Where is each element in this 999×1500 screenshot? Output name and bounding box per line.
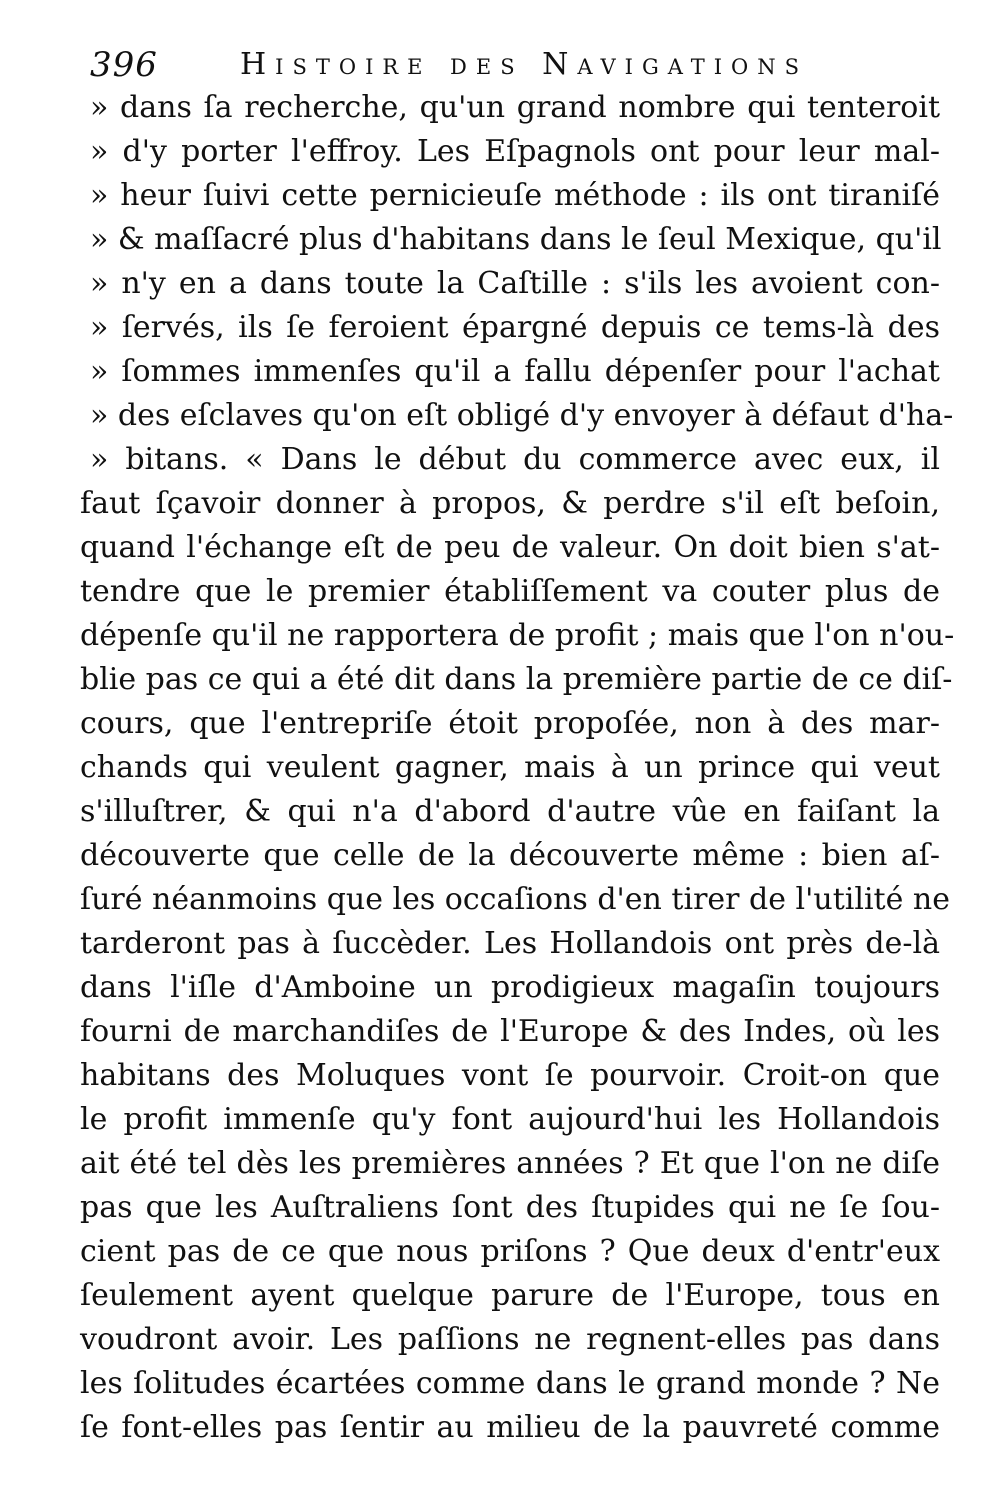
text-line: dépenſe qu'il ne rapportera de profit ; mais que l'on n'ou- <box>80 618 955 653</box>
text-line: tendre que le premier établiſſement va couter plus de <box>80 574 940 609</box>
text-line: quand l'échange eſt de peu de valeur. On doit bien s'at- <box>80 530 940 565</box>
text-line: ſuré néanmoins que les occaſions d'en tirer de l'utilité ne <box>80 882 950 917</box>
text-line: dans l'iſle d'Amboine un prodigieux magaſin toujours <box>80 970 940 1005</box>
text-line: » des eſclaves qu'on eſt obligé d'y envoyer à défaut d'ha- <box>90 398 954 433</box>
running-title: Histoire des Navigations <box>240 47 809 82</box>
page-number: 396 <box>90 45 158 85</box>
text-line: découverte que celle de la découverte même : bien aſ- <box>80 838 940 873</box>
text-line: » ſervés, ils ſe feroient épargné depuis ce tems-là des <box>90 310 940 345</box>
text-line: » n'y en a dans toute la Caſtille : s'ils les avoient con- <box>90 266 940 301</box>
text-line: ait été tel dès les premières années ? Et que l'on ne diſe <box>80 1146 940 1181</box>
text-line: s'illuſtrer, & qui n'a d'abord d'autre vûe en faiſant la <box>80 794 940 829</box>
text-line: le profit immenſe qu'y font aujourd'hui les Hollandois <box>80 1102 940 1137</box>
text-line: chands qui veulent gagner, mais à un prince qui veut <box>80 750 940 785</box>
text-line: voudront avoir. Les paſſions ne regnent-elles pas dans <box>80 1322 940 1357</box>
page-header <box>90 40 870 90</box>
text-line: » heur ſuivi cette pernicieuſe méthode : ils ont tiraniſé <box>90 178 940 213</box>
text-line: les ſolitudes écartées comme dans le grand monde ? Ne <box>80 1366 940 1401</box>
text-line: fourni de marchandiſes de l'Europe & des Indes, où les <box>80 1014 940 1049</box>
text-line: ſeulement ayent quelque parure de l'Europe, tous en <box>80 1278 940 1313</box>
text-line: » bitans. « Dans le début du commerce avec eux, il <box>90 442 940 477</box>
text-line: habitans des Moluques vont ſe pourvoir. Croit-on que <box>80 1058 940 1093</box>
text-line: » ſommes immenſes qu'il a fallu dépenſer pour l'achat <box>90 354 940 389</box>
text-line: ſe font-elles pas ſentir au milieu de la pauvreté comme <box>80 1410 940 1445</box>
text-line: faut ſçavoir donner à propos, & perdre s'il eſt beſoin, <box>80 486 940 521</box>
text-line: » dans ſa recherche, qu'un grand nombre qui tenteroit <box>90 90 940 125</box>
text-line: » d'y porter l'effroy. Les Eſpagnols ont pour leur mal- <box>90 134 940 169</box>
text-line: pas que les Auſtraliens ſont des ſtupides qui ne ſe ſou- <box>80 1190 940 1225</box>
text-line: tarderont pas à ſuccèder. Les Hollandois ont près de-là <box>80 926 940 961</box>
text-line: cient pas de ce que nous priſons ? Que deux d'entr'eux <box>80 1234 940 1269</box>
text-line: » & maſſacré plus d'habitans dans le ſeul Mexique, qu'il <box>90 222 942 257</box>
text-line: cours, que l'entrepriſe étoit propoſée, non à des mar- <box>80 706 940 741</box>
text-line: blie pas ce qui a été dit dans la première partie de ce diſ- <box>80 662 953 697</box>
